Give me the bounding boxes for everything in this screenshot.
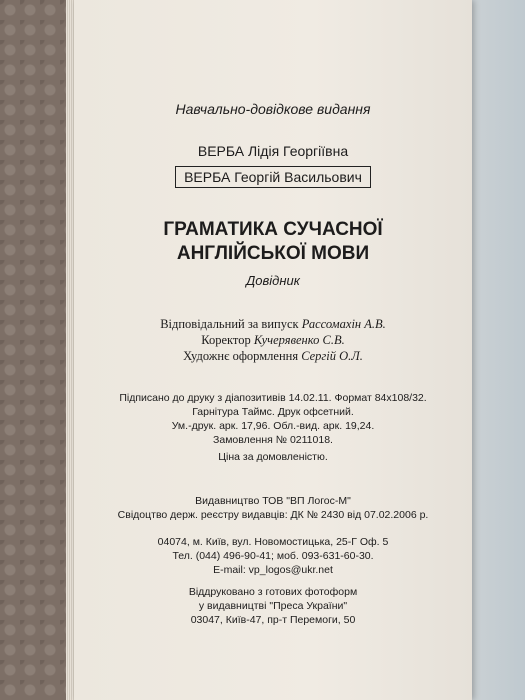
author-1: ВЕРБА Лідія Георгіївна bbox=[197, 143, 349, 159]
address-line: Тел. (044) 496-90-41; моб. 093-631-60-30. bbox=[172, 550, 374, 562]
book-page bbox=[74, 0, 472, 700]
credit-name: Кучерявенко С.В. bbox=[253, 333, 345, 347]
printer-line: у видавництві "Преса України" bbox=[198, 600, 348, 612]
printer-line: Віддруковано з готових фотоформ bbox=[188, 586, 358, 598]
credit-role: Художнє оформлення bbox=[183, 349, 299, 363]
address-line: 04074, м. Київ, вул. Новомостицька, 25-Г Оф. 5 bbox=[157, 536, 389, 548]
credit-role: Відповідальний за випуск bbox=[160, 317, 299, 331]
credit-row bbox=[74, 349, 472, 364]
title-line-2: АНГЛІЙСЬКОЇ МОВИ bbox=[176, 243, 370, 264]
print-info-line: Ум.-друк. арк. 17,96. Обл.-вид. арк. 19,24. bbox=[171, 420, 375, 432]
printer-line: 03047, Київ-47, пр-т Перемоги, 50 bbox=[190, 614, 356, 626]
print-info-line: Підписано до друку з діапозитивів 14.02.11. Формат 84x108/32. bbox=[119, 392, 427, 404]
print-info-line: Замовлення № 0211018. bbox=[213, 434, 333, 446]
subtitle: Довідник bbox=[246, 273, 300, 288]
publisher-line: Видавництво ТОВ "ВП Логос-М" bbox=[195, 495, 351, 507]
publisher-line: Свідоцтво держ. реєстру видавців: ДК № 2430 від 07.02.2006 р. bbox=[117, 509, 429, 521]
credit-role: Коректор bbox=[201, 333, 251, 347]
credit-row bbox=[74, 317, 472, 332]
address-line: E-mail: vp_logos@ukr.net bbox=[213, 564, 333, 576]
author-2: ВЕРБА Георгій Васильович bbox=[175, 166, 371, 188]
price: Ціна за домовленістю. bbox=[218, 451, 328, 463]
title-line-1: ГРАМАТИКА СУЧАСНОЇ bbox=[163, 219, 383, 240]
series-label: Навчально-довідкове видання bbox=[175, 101, 371, 117]
credit-row bbox=[74, 333, 472, 348]
author-2-box bbox=[74, 166, 472, 188]
credit-name: Сергій О.Л. bbox=[301, 349, 363, 363]
print-info-line: Гарнітура Таймс. Друк офсетний. bbox=[192, 406, 354, 418]
credit-name: Рассомахін А.В. bbox=[301, 317, 386, 331]
